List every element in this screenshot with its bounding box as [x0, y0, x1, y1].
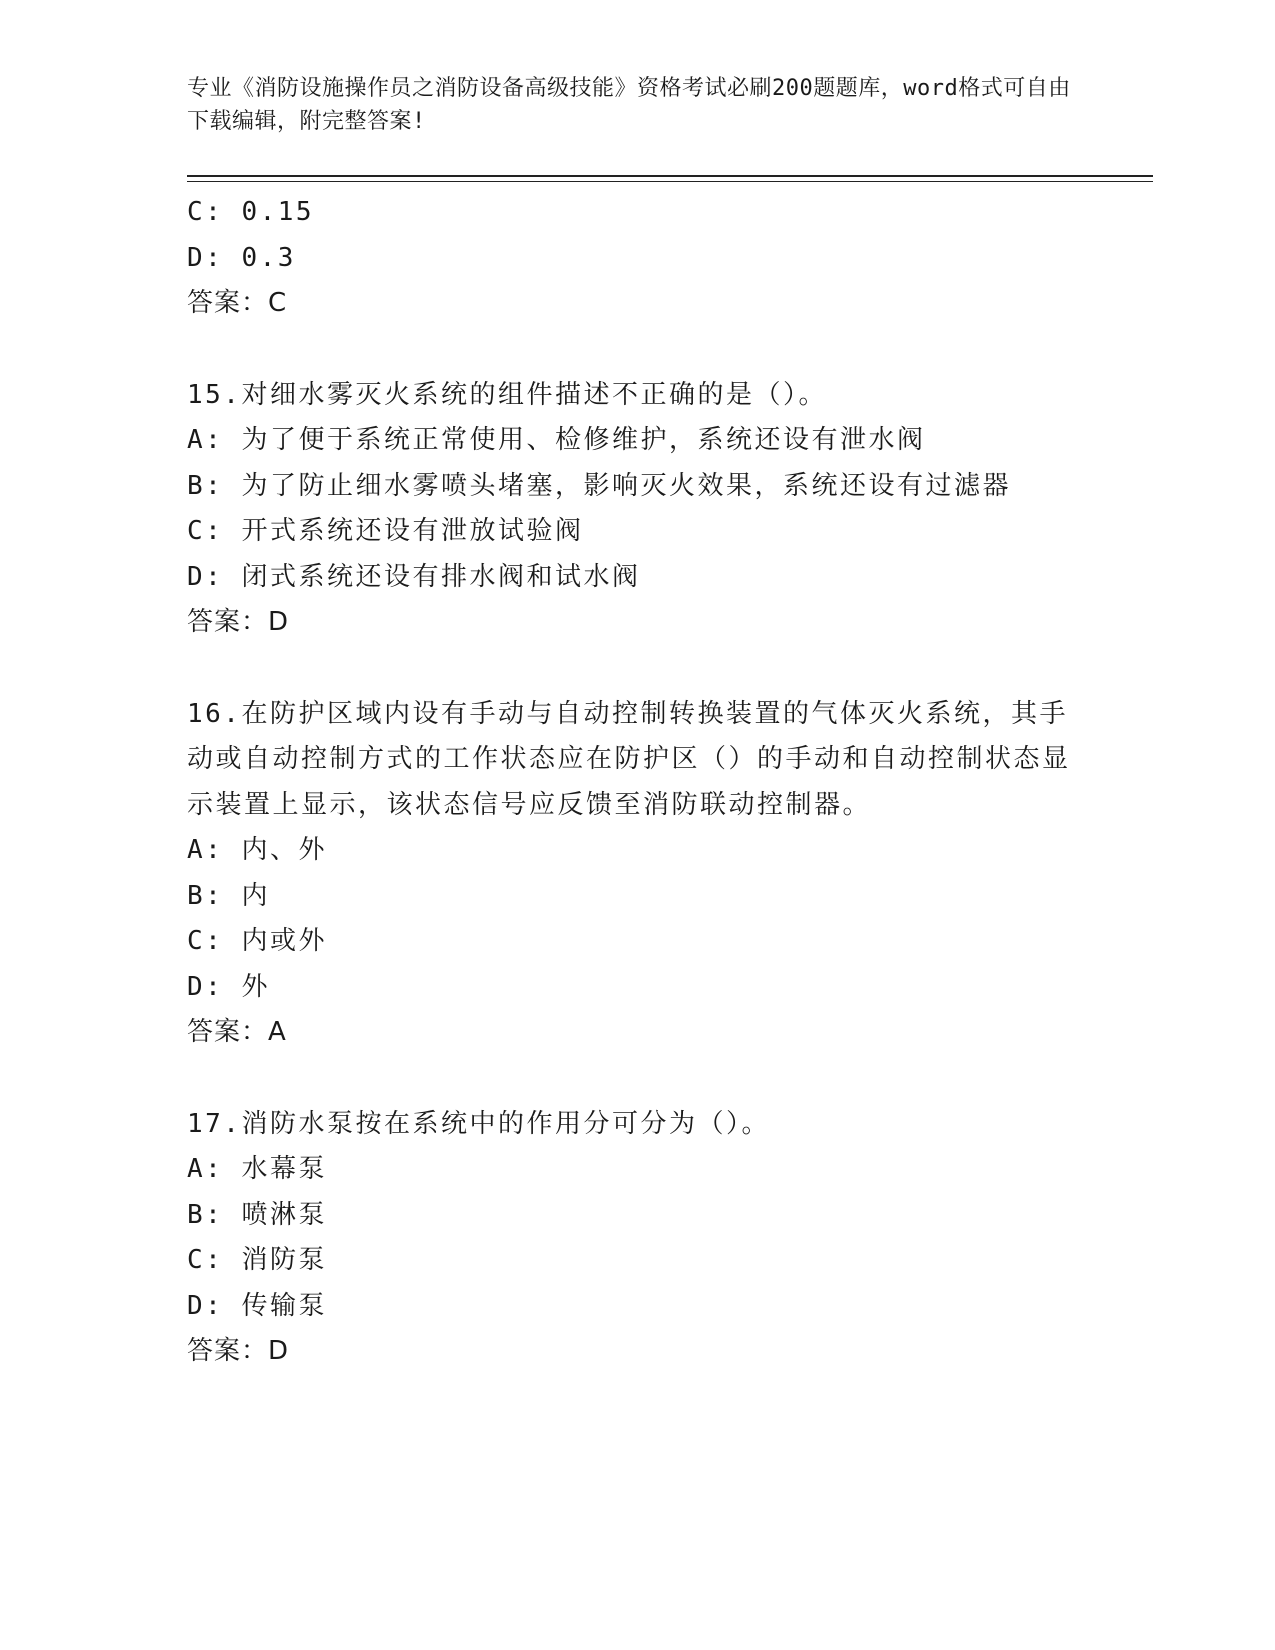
question-block-17 [187, 1102, 1087, 1375]
spacer [187, 327, 1087, 373]
option-b: B: 喷淋泵 [187, 1199, 327, 1230]
header-divider-thick [187, 175, 1153, 177]
answer-line: 答案：D [187, 607, 290, 637]
question-block-16 [187, 692, 1087, 1056]
option-c: C: 0.15 [187, 197, 315, 227]
question-block-15 [187, 373, 1087, 646]
answer-line: 答案：A [187, 1017, 287, 1047]
option-c: C: 开式系统还设有泄放试验阀 [187, 516, 584, 546]
question-list [187, 190, 1087, 1375]
header-divider-thin [187, 181, 1153, 182]
answer-line: 答案：C [187, 288, 288, 318]
question-block-14 [187, 190, 1087, 327]
option-b: B: 内 [187, 880, 270, 911]
answer-line: 答案：D [187, 1336, 290, 1366]
option-c: C: 内或外 [187, 926, 327, 956]
question-stem: 15.对细水雾灭火系统的组件描述不正确的是（）。 [187, 379, 827, 410]
question-stem: 16.在防护区域内设有手动与自动控制转换装置的气体灭火系统，其手动或自动控制方式的工作状态应在防护区（）的手动和自动控制状态显示装置上显示，该状态信号应反馈至消防联动控制器。 [187, 698, 1071, 820]
option-d: D: 0.3 [187, 242, 296, 273]
question-stem: 17.消防水泵按在系统中的作用分可分为（）。 [187, 1108, 770, 1139]
option-a: A: 内、外 [187, 835, 327, 865]
option-d: D: 闭式系统还设有排水阀和试水阀 [187, 561, 641, 592]
spacer [187, 1056, 1087, 1102]
page-header: 专业《消防设施操作员之消防设备高级技能》资格考试必刷200题题库，word格式可自由下载编辑，附完整答案! [187, 76, 1071, 134]
option-b: B: 为了防止细水雾喷头堵塞，影响灭火效果，系统还设有过滤器 [187, 470, 1011, 501]
option-a: A: 水幕泵 [187, 1154, 327, 1184]
option-c: C: 消防泵 [187, 1245, 327, 1275]
option-d: D: 传输泵 [187, 1290, 327, 1321]
spacer [187, 646, 1087, 692]
option-d: D: 外 [187, 971, 270, 1002]
option-a: A: 为了便于系统正常使用、检修维护，系统还设有泄水阀 [187, 425, 926, 455]
